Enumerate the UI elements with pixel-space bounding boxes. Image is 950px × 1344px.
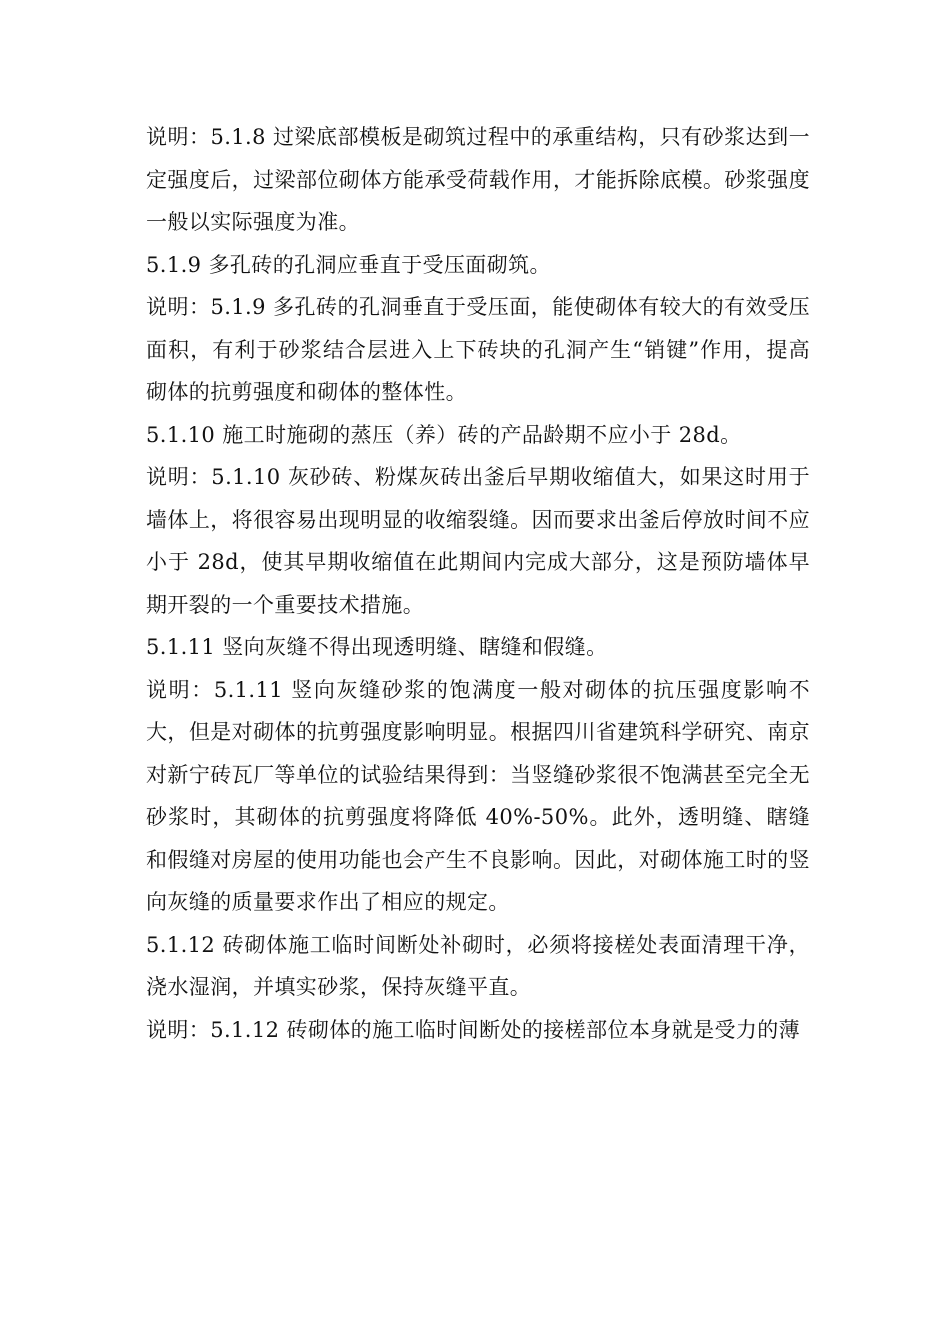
paragraph-clause-5-1-10: 5.1.10 施工时施砌的蒸压（养）砖的产品龄期不应小于 28d。 — [146, 422, 742, 447]
paragraph-note-5-1-12: 说明：5.1.12 砖砌体的施工临时间断处的接槎部位本身就是受力的薄 — [146, 1017, 801, 1042]
paragraph-note-5-1-10: 说明：5.1.10 灰砂砖、粉煤灰砖出釜后早期收缩值大，如果这时用于墙体上，将很容易出现明显的收缩裂缝。因而要求出釜后停放时间不应小于 28d，使其早期收缩值在此期间内完成大部分，这是预防墙体早期开裂的一个重要技术措施。 — [146, 465, 810, 617]
paragraph-note-5-1-11: 说明：5.1.11 竖向灰缝砂浆的饱满度一般对砌体的抗压强度影响不大，但是对砌体的抗剪强度影响明显。根据四川省建筑科学研究、南京对新宁砖瓦厂等单位的试验结果得到：当竖缝砂浆很不饱满甚至完全无砂浆时，其砌体的抗剪强度将降低 40%-50%。此外，透明缝、瞎缝和假缝对房屋的使用功能也会产生不良影响。因此，对砌体施工时的竖向灰缝的质量要求作出了相应的规定。 — [146, 677, 810, 914]
paragraph-clause-5-1-9: 5.1.9 多孔砖的孔洞应垂直于受压面砌筑。 — [146, 252, 551, 277]
paragraph-note-5-1-9: 说明：5.1.9 多孔砖的孔洞垂直于受压面，能使砌体有较大的有效受压面积，有利于砂浆结合层进入上下砖块的孔洞产生“销键”作用，提高砌体的抗剪强度和砌体的整体性。 — [146, 295, 810, 404]
document-body — [146, 116, 810, 1051]
paragraph-clause-5-1-12: 5.1.12 砖砌体施工临时间断处补砌时，必须将接槎处表面清理干净，浇水湿润，并填实砂浆，保持灰缝平直。 — [146, 932, 810, 999]
paragraph-note-5-1-8: 说明：5.1.8 过梁底部模板是砌筑过程中的承重结构，只有砂浆达到一定强度后，过梁部位砌体方能承受荷载作用，才能拆除底模。砂浆强度一般以实际强度为准。 — [146, 125, 810, 234]
paragraph-clause-5-1-11: 5.1.11 竖向灰缝不得出现透明缝、瞎缝和假缝。 — [146, 635, 608, 659]
